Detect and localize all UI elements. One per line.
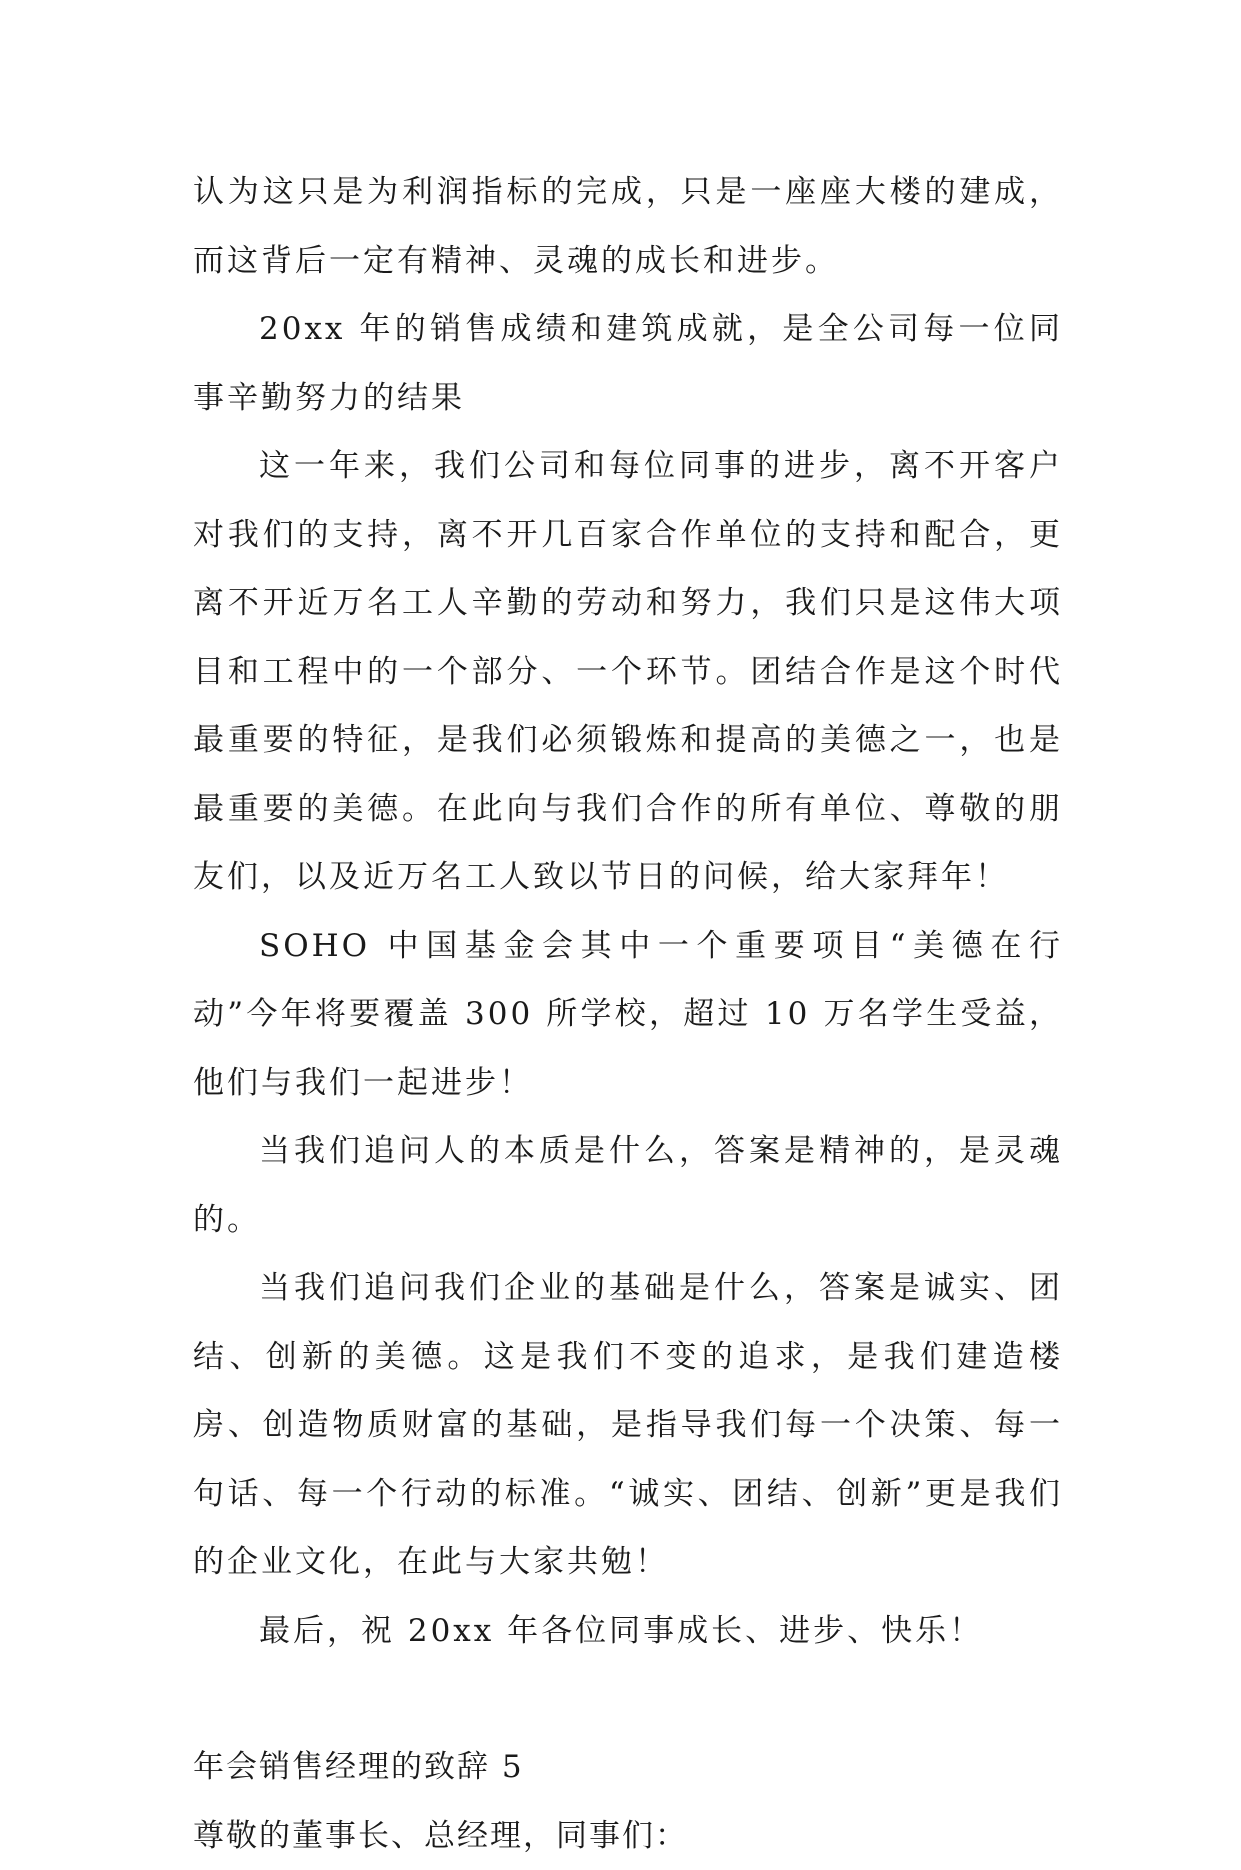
paragraph-continuation: 认为这只是为利润指标的完成，只是一座座大楼的建成，而这背后一定有精神、灵魂的成长和进步。 [193, 158, 1063, 295]
section-spacer [193, 1665, 1063, 1733]
paragraph-human-essence: 当我们追问人的本质是什么，答案是精神的，是灵魂的。 [193, 1117, 1063, 1254]
paragraph-soho-foundation: SOHO 中国基金会其中一个重要项目“美德在行动”今年将要覆盖 300 所学校，超过 10 万名学生受益，他们与我们一起进步！ [193, 912, 1063, 1118]
paragraph-sales-achievement: 20xx 年的销售成绩和建筑成就，是全公司每一位同事辛勤努力的结果 [193, 295, 1063, 432]
paragraph-company-values: 当我们追问我们企业的基础是什么，答案是诚实、团结、创新的美德。这是我们不变的追求，是我们建造楼房、创造物质财富的基础，是指导我们每一个决策、每一句话、每一个行动的标准。“诚实、团结、创新”更是我们的企业文化，在此与大家共勉！ [193, 1254, 1063, 1597]
paragraph-closing-wish: 最后，祝 20xx 年各位同事成长、进步、快乐！ [193, 1597, 1063, 1666]
salutation: 尊敬的董事长、总经理，同事们： [193, 1802, 1063, 1870]
section-title: 年会销售经理的致辞 5 [193, 1733, 1063, 1802]
paragraph-thanks-partners: 这一年来，我们公司和每位同事的进步，离不开客户对我们的支持，离不开几百家合作单位的支持和配合，更离不开近万名工人辛勤的劳动和努力，我们只是这伟大项目和工程中的一个部分、一个环节。团结合作是这个时代最重要的特征，是我们必须锻炼和提高的美德之一，也是最重要的美德。在此向与我们合作的所有单位、尊敬的朋友们，以及近万名工人致以节日的问候，给大家拜年！ [193, 432, 1063, 912]
document-body [193, 158, 1063, 1870]
